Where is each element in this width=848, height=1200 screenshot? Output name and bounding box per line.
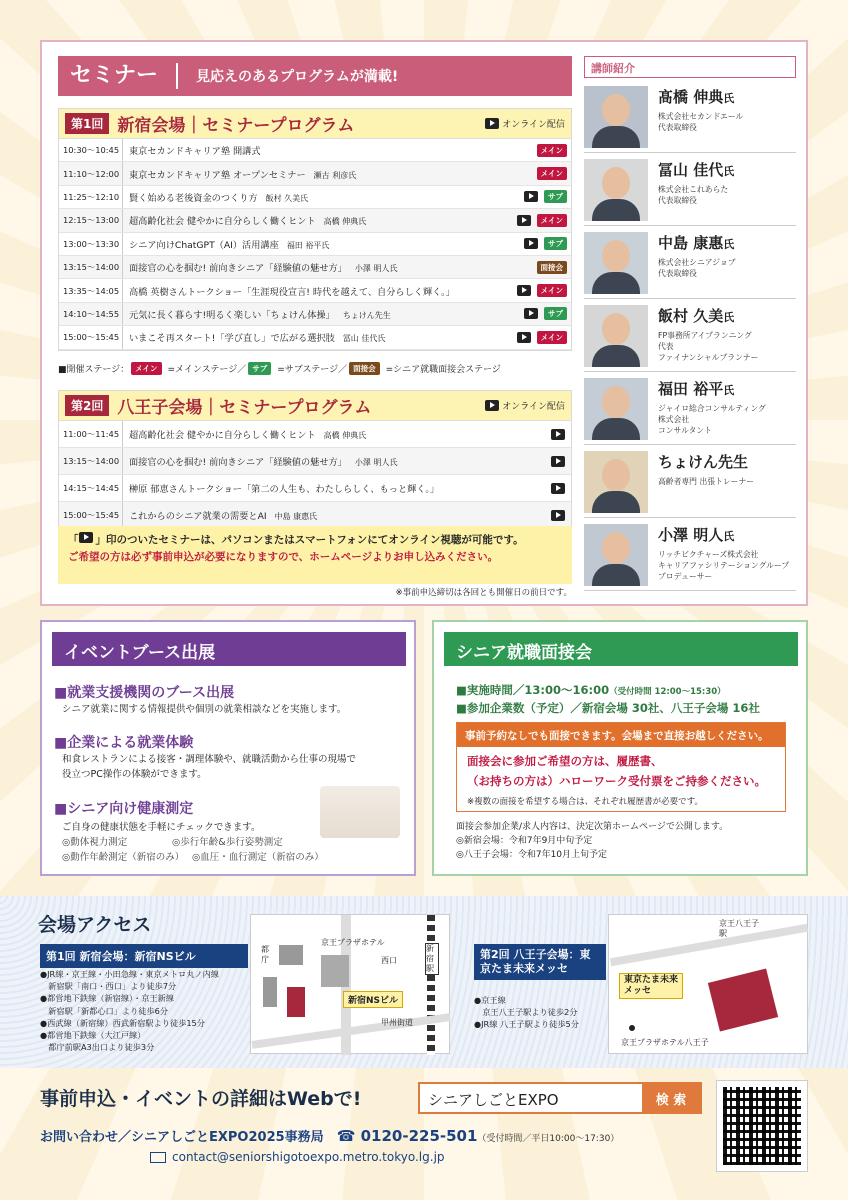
- speaker-name: 髙橋 伸典氏: [658, 88, 735, 106]
- session-speaker: 飯村 久美氏: [265, 193, 309, 203]
- speaker-card: [584, 301, 796, 372]
- session-title: 超高齢化社会 健やかに自分らしく働くヒント 高橋 伸典氏: [129, 216, 367, 228]
- speakers-title: 講師紹介: [584, 56, 796, 78]
- session-speaker: 高橋 伸典氏: [323, 431, 367, 440]
- session-title: いまこそ再スタート!「学び直し」で広がる選択肢 冨山 佳代氏: [129, 333, 386, 345]
- interview-notice: 事前予約なしでも面接できます。会場まで直接お越しください。 面接会に参加ご希望の方は、履歴書、 （お持ちの方は）ハローワーク受付票をご持参ください。 ※複数の面接を希望する場合は、それぞれ履歴書が必要です。: [456, 722, 786, 812]
- stage-tag: メイン: [537, 144, 567, 157]
- speaker-name: 冨山 佳代氏: [658, 161, 735, 179]
- deadline-note: ※事前申込締切は各回とも開催日の前日です。: [395, 588, 572, 598]
- session-title: 賢く始める老後資金のつくり方 飯村 久美氏: [129, 192, 309, 204]
- stage-tag: メイン: [537, 214, 567, 227]
- seminar-row: [59, 186, 571, 209]
- speaker-photo: [584, 378, 648, 440]
- venue-shinjuku-directions: [40, 968, 219, 1053]
- speaker-photo: [584, 159, 648, 221]
- play-icon: [524, 308, 538, 319]
- shinjuku-map: 京王プラザホテル 都庁 西口 新宿駅 新宿NSビル 甲州街道: [250, 914, 450, 1054]
- session-speaker: 福田 裕平氏: [286, 240, 330, 250]
- search-box[interactable]: [418, 1082, 702, 1114]
- speaker-photo: [584, 86, 648, 148]
- booth-section-1: ■就業支援機関のブース出展: [54, 685, 235, 701]
- program-hachioji: [58, 390, 572, 530]
- session-title: 榊原 郁恵さんトークショー「第二の人生も、わたしらしく、もっと輝く。」: [129, 484, 440, 495]
- speaker-card: [584, 447, 796, 518]
- session-time: 15:00〜15:45: [59, 502, 123, 528]
- online-label: オンライン配信: [485, 117, 565, 130]
- seminar-row: [59, 502, 571, 529]
- speaker-affiliation: 株式会社シニアジョブ 代表取締役: [658, 258, 736, 278]
- session-time: 11:25〜12:10: [59, 186, 123, 208]
- venue-hachioji-directions: [474, 994, 579, 1031]
- play-icon: [517, 332, 531, 343]
- speaker-name: 飯村 久美氏: [658, 307, 735, 325]
- interview-panel: シニア就職面接会 ■実施時間／13:00〜16:00（受付時間 12:00〜15:30） ■参加企業数（予定）／新宿会場 30社、八王子会場 16社 事前予約なしでも面接できます。会場まで直接お越しください。 面接会に参加ご希望の方は、履歴書、 （お持ちの方は）ハローワーク受付票をご持参ください。 ※複数の面接を希望する場合は、それぞれ履歴書が必要です。 面接会参加企業/求人内容は、決定次第ホームページで公開します。 ◎新宿会場：令和7年9月中旬予定 ◎八王子会場：令和7年10月上旬予定: [432, 620, 808, 876]
- venue-shinjuku-label: 第1回 新宿会場：新宿NSビル: [40, 944, 248, 968]
- stage-tag: サブ: [544, 237, 567, 250]
- speaker-affiliation: 株式会社セカンドエール 代表取締役: [658, 112, 744, 132]
- stage-legend: ■開催ステージ： メイン =メインステージ／ サブ =サブステージ／ 面接会 =シニア就職面接会ステージ: [58, 364, 501, 375]
- direction-line: 新宿駅「南口・西口」より徒歩7分: [40, 981, 177, 992]
- interview-tag: 面接会: [349, 362, 380, 375]
- access-title: 会場アクセス: [38, 914, 152, 936]
- session-title: 面接官の心を掴む! 前向きシニア「経験値の魅せ方」 小澤 明人氏: [129, 457, 398, 468]
- session-speaker: 小澤 明人氏: [354, 264, 398, 274]
- session-speaker: 中島 康惠氏: [274, 512, 318, 521]
- mail-icon: [150, 1152, 166, 1163]
- seminar-row: [59, 256, 571, 279]
- session-time: 12:15〜13:00: [59, 209, 123, 231]
- main-tag: メイン: [131, 362, 161, 375]
- direction-line: ●都営地下鉄線（大江戸線）: [40, 1030, 146, 1041]
- seminar-row: [59, 233, 571, 256]
- search-input[interactable]: シニアしごとEXPO: [428, 1091, 559, 1109]
- booth-panel: イベントブース出展 ■就業支援機関のブース出展 シニア就業に関する情報提供や個別の就業相談などを実施します。 ■企業による就業体験 和食レストランによる接客・調理体験や、就職活動から仕事の現場で 役立つPC操作の体験ができます。 ■シニア向け健康測定 ご自身の健康状態を手軽にチェックできます。 ◎動体視力測定 ◎歩行年齢&歩行姿勢測定 ◎動作年齢測定（新宿のみ） ◎血圧・血行測定（新宿のみ）: [40, 620, 416, 876]
- session-speaker: 高橋 伸典氏: [323, 217, 367, 227]
- play-icon: [485, 118, 499, 129]
- session-title: 元気に長く暮らす!明るく楽しい「ちょけん体操」 ちょけん先生: [129, 309, 391, 321]
- session-speaker: 冨山 佳代氏: [342, 334, 386, 344]
- session-time: 11:00〜11:45: [59, 421, 123, 447]
- phone-number: ☎ 0120-225-501: [336, 1127, 478, 1145]
- interview-time: ■実施時間／13:00〜16:00（受付時間 12:00〜15:30）: [456, 683, 726, 697]
- session-title: 高橋 英樹さんトークショー「生涯現役宣言! 時代を越えて、自分らしく輝く。」: [129, 286, 455, 298]
- play-icon: [524, 238, 538, 249]
- stage-tag: サブ: [544, 307, 567, 320]
- speaker-photo: [584, 305, 648, 367]
- speaker-card: [584, 228, 796, 299]
- interview-companies: ■参加企業数（予定）／新宿会場 30社、八王子会場 16社: [456, 701, 760, 715]
- speaker-photo: [584, 524, 648, 586]
- web-cta: 事前申込・イベントの詳細はWebで!: [40, 1088, 362, 1110]
- stage-tag: メイン: [537, 331, 567, 344]
- play-icon: [79, 532, 93, 543]
- direction-line: ●都営地下鉄線（新宿線）・京王新線: [40, 993, 175, 1004]
- play-icon: [485, 400, 499, 411]
- speaker-name: 小澤 明人氏: [658, 526, 735, 544]
- stage-tag: サブ: [544, 190, 567, 203]
- ns-building-label: 新宿NSビル: [343, 991, 403, 1008]
- session-time: 14:15〜14:45: [59, 475, 123, 501]
- session-time: 15:00〜15:45: [59, 326, 123, 348]
- program-badge: 第2回: [65, 395, 109, 416]
- direction-line: ●西武線（新宿線）西武新宿駅より徒歩15分: [40, 1017, 205, 1028]
- direction-line: 都庁前駅A3出口より徒歩3分: [40, 1042, 155, 1053]
- program-rows: [59, 139, 571, 350]
- session-speaker: 瀬古 利彦氏: [313, 170, 357, 180]
- stage-tag: メイン: [537, 167, 567, 180]
- messe-label: 東京たま未来メッセ: [619, 973, 683, 999]
- seminar-subtitle: 見応えのあるプログラムが満載!: [196, 69, 399, 85]
- access-section: [0, 896, 848, 1068]
- speaker-photo: [584, 232, 648, 294]
- program-title: 新宿会場｜セミナープログラム: [117, 116, 355, 136]
- program-shinjuku: [58, 108, 572, 351]
- speaker-affiliation: 高齢者専門 出張トレーナー: [658, 477, 755, 486]
- play-icon: [551, 456, 565, 467]
- seminar-row: [59, 448, 571, 475]
- session-time: 10:30〜10:45: [59, 139, 123, 161]
- seminar-row: [59, 162, 571, 185]
- seminar-title: セミナー: [58, 63, 178, 89]
- qr-code[interactable]: [716, 1080, 808, 1172]
- session-time: 13:35〜14:05: [59, 279, 123, 301]
- seminar-row: [59, 421, 571, 448]
- booth-section-3: ■シニア向け健康測定: [54, 801, 194, 817]
- play-icon: [551, 429, 565, 440]
- direction-line: ●JR線 八王子駅より徒歩5分: [474, 1019, 579, 1030]
- direction-line: 京王八王子駅より徒歩2分: [474, 1007, 578, 1018]
- direction-line: 新宿駅「新都心口」より徒歩6分: [40, 1005, 169, 1016]
- session-title: これからのシニア就業の需要とAI 中島 康惠氏: [129, 511, 318, 522]
- session-title: 超高齢化社会 健やかに自分らしく働くヒント 高橋 伸典氏: [129, 430, 367, 441]
- booth-title: イベントブース出展: [52, 632, 406, 666]
- session-title: 面接官の心を掴む! 前向きシニア「経験値の魅せ方」 小澤 明人氏: [129, 263, 398, 275]
- interview-title: シニア就職面接会: [444, 632, 798, 666]
- direction-line: ●京王線: [474, 995, 506, 1005]
- seminar-row: [59, 326, 571, 349]
- contact-line: お問い合わせ／シニアしごとEXPO2025事務局 ☎ 0120-225-501（受付時間／平日10:00〜17:30）: [40, 1127, 620, 1145]
- seminar-row: [59, 279, 571, 302]
- session-time: 11:10〜12:00: [59, 162, 123, 184]
- online-note: 「 」印のついたセミナーは、パソコンまたはスマートフォンにてオンライン視聴が可能です。 ご希望の方は必ず事前申込が必要になりますので、ホームページよりお申し込みください。: [58, 526, 572, 584]
- email-address[interactable]: contact@seniorshigotoexpo.metro.tokyo.lg.jp: [150, 1150, 445, 1164]
- session-time: 13:15〜14:00: [59, 448, 123, 474]
- session-speaker: 小澤 明人氏: [354, 458, 398, 467]
- session-time: 14:10〜14:55: [59, 303, 123, 325]
- session-title: 東京セカンドキャリア塾 オープンセミナー 瀬古 利彦氏: [129, 169, 357, 181]
- speaker-card: [584, 520, 796, 591]
- booth-section-2: ■企業による就業体験: [54, 735, 194, 751]
- search-button[interactable]: 検 索: [642, 1084, 700, 1112]
- play-icon: [551, 510, 565, 521]
- stage-tag: メイン: [537, 284, 567, 297]
- session-title: 東京セカンドキャリア塾 開講式: [129, 146, 261, 158]
- session-time: 13:00〜13:30: [59, 233, 123, 255]
- seminar-row: [59, 303, 571, 326]
- speaker-card: [584, 82, 796, 153]
- online-label: オンライン配信: [485, 399, 565, 412]
- program-badge: 第1回: [65, 113, 109, 134]
- program-title: 八王子会場｜セミナープログラム: [117, 398, 372, 418]
- seminar-row: [59, 209, 571, 232]
- play-icon: [524, 191, 538, 202]
- speaker-name: ちょけん先生: [658, 453, 749, 471]
- session-title: シニア向けChatGPT（AI）活用講座 福田 裕平氏: [129, 239, 330, 251]
- speaker-card: [584, 374, 796, 445]
- speaker-affiliation: 株式会社これあらた 代表取締役: [658, 185, 729, 205]
- speaker-affiliation: リッチビクチャーズ株式会社 キャリアファシリテーショングループ プロデューサー: [658, 550, 790, 581]
- speaker-name: 福田 裕平氏: [658, 380, 735, 398]
- speaker-card: [584, 155, 796, 226]
- venue-hachioji-label: 第2回 八王子会場：東京たま未来メッセ: [474, 944, 606, 980]
- play-icon: [517, 285, 531, 296]
- stage-tag: 面接会: [537, 261, 568, 274]
- play-icon: [517, 215, 531, 226]
- sub-tag: サブ: [248, 362, 271, 375]
- direction-line: ●JR線・京王線・小田急線・東京メトロ丸ノ内線: [40, 969, 219, 979]
- seminar-row: [59, 475, 571, 502]
- seminar-header: [58, 56, 572, 96]
- speaker-affiliation: ジャイロ総合コンサルティング 株式会社 コンサルタント: [658, 404, 766, 435]
- seminar-panel: [40, 40, 808, 606]
- speaker-name: 中島 康惠氏: [658, 234, 735, 252]
- speaker-photo: [584, 451, 648, 513]
- seminar-row: [59, 139, 571, 162]
- program-rows: [59, 421, 571, 529]
- session-speaker: ちょけん先生: [342, 310, 391, 320]
- speaker-affiliation: FP事務所アイプランニング 代表 ファイナンシャルプランナー: [658, 331, 759, 362]
- health-check-photo: [320, 786, 400, 838]
- session-time: 13:15〜14:00: [59, 256, 123, 278]
- play-icon: [551, 483, 565, 494]
- hachioji-map: 京王八王子駅 東京たま未来メッセ 京王プラザホテル八王子: [608, 914, 808, 1054]
